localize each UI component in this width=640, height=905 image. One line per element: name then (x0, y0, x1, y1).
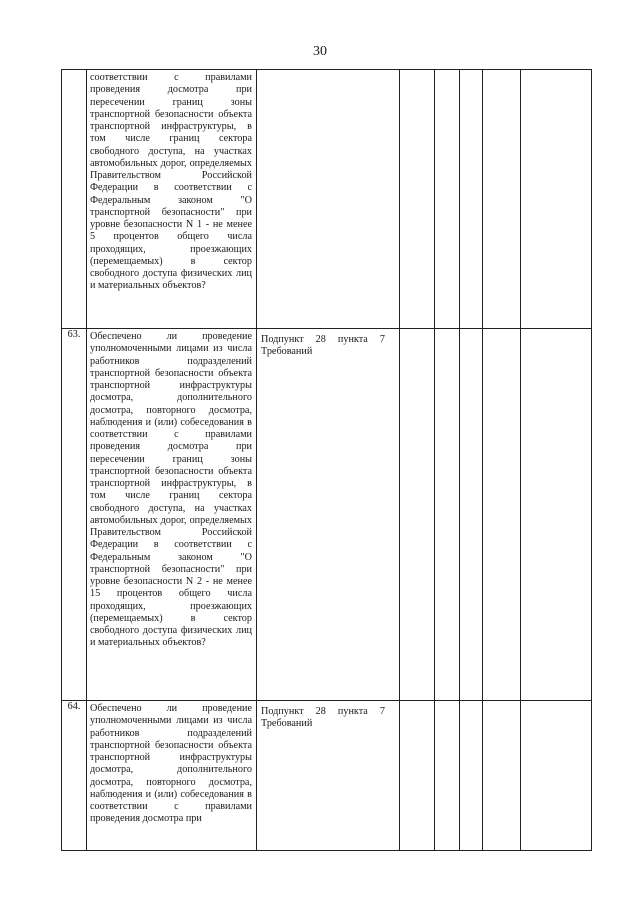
table-row (62, 70, 592, 329)
requirement-text: Обеспечено ли проведение уполномоченными лицами из числа работников подразделений транспортной безопасности объекта транспортной инфраструктуры досмотра, дополнительного досмотра, повторного досмотра, наблюдения и (или) собеседования в соответствии с правилами проведения досмотра при (90, 703, 252, 825)
reference-text (257, 70, 399, 75)
empty-cell (400, 701, 435, 851)
reference-text: Подпункт 28 пункта 7 Требований (261, 706, 385, 730)
empty-cell (460, 701, 483, 851)
requirement-cell (87, 701, 257, 851)
empty-cell (400, 70, 435, 329)
empty-cell (460, 329, 483, 701)
requirement-cell (87, 70, 257, 329)
empty-cell (483, 701, 521, 851)
empty-cell (483, 329, 521, 701)
reference-cell (257, 701, 400, 851)
empty-cell (483, 70, 521, 329)
reference-text: Подпункт 28 пункта 7 Требований (261, 334, 385, 358)
empty-cell (521, 329, 592, 701)
requirement-text: соответствии с правилами проведения досмотра при пересечении границ зоны транспортной безопасности объекта транспортной инфраструктуры, в том числе границ сектора свободного доступа, на участках автомобильных дорог, определяемых Правительством Российской Федерации в соответствии с Федеральным законом "О транспортной безопасности" при уровне безопасности N 1 - не менее 5 процентов общего числа проходящих, проезжающих (перемещаемых) в сектор свободного доступа физических лиц и материальных объектов? (90, 72, 252, 292)
empty-cell (435, 701, 460, 851)
empty-cell (435, 70, 460, 329)
page-number: 30 (313, 44, 327, 59)
row-number: 63. (62, 329, 87, 701)
table-row (62, 701, 592, 851)
row-number: 64. (62, 701, 87, 851)
empty-cell (435, 329, 460, 701)
empty-cell (521, 701, 592, 851)
requirement-text: Обеспечено ли проведение уполномоченными лицами из числа работников подразделений транспортной безопасности объекта транспортной инфраструктуры досмотра, дополнительного досмотра, повторного досмотра, наблюдения и (или) собеседования в соответствии с правилами проведения досмотра при пересечении границ зоны транспортной безопасности объекта транспортной инфраструктуры, в том числе границ сектора свободного доступа, на участках автомобильных дорог, определяемых Правительством Российской Федерации в соответствии с Федеральным законом "О транспортной безопасности" при уровне безопасности N 2 - не менее 15 процентов общего числа проходящих, проезжающих (перемещаемых) в сектор свободного доступа физических лиц и материальных объектов? (90, 331, 252, 649)
requirement-cell (87, 329, 257, 701)
reference-cell (257, 329, 400, 701)
checklist-table (61, 69, 592, 851)
empty-cell (521, 70, 592, 329)
table-row (62, 329, 592, 701)
row-number (62, 70, 87, 329)
empty-cell (400, 329, 435, 701)
empty-cell (460, 70, 483, 329)
reference-cell (257, 70, 400, 329)
